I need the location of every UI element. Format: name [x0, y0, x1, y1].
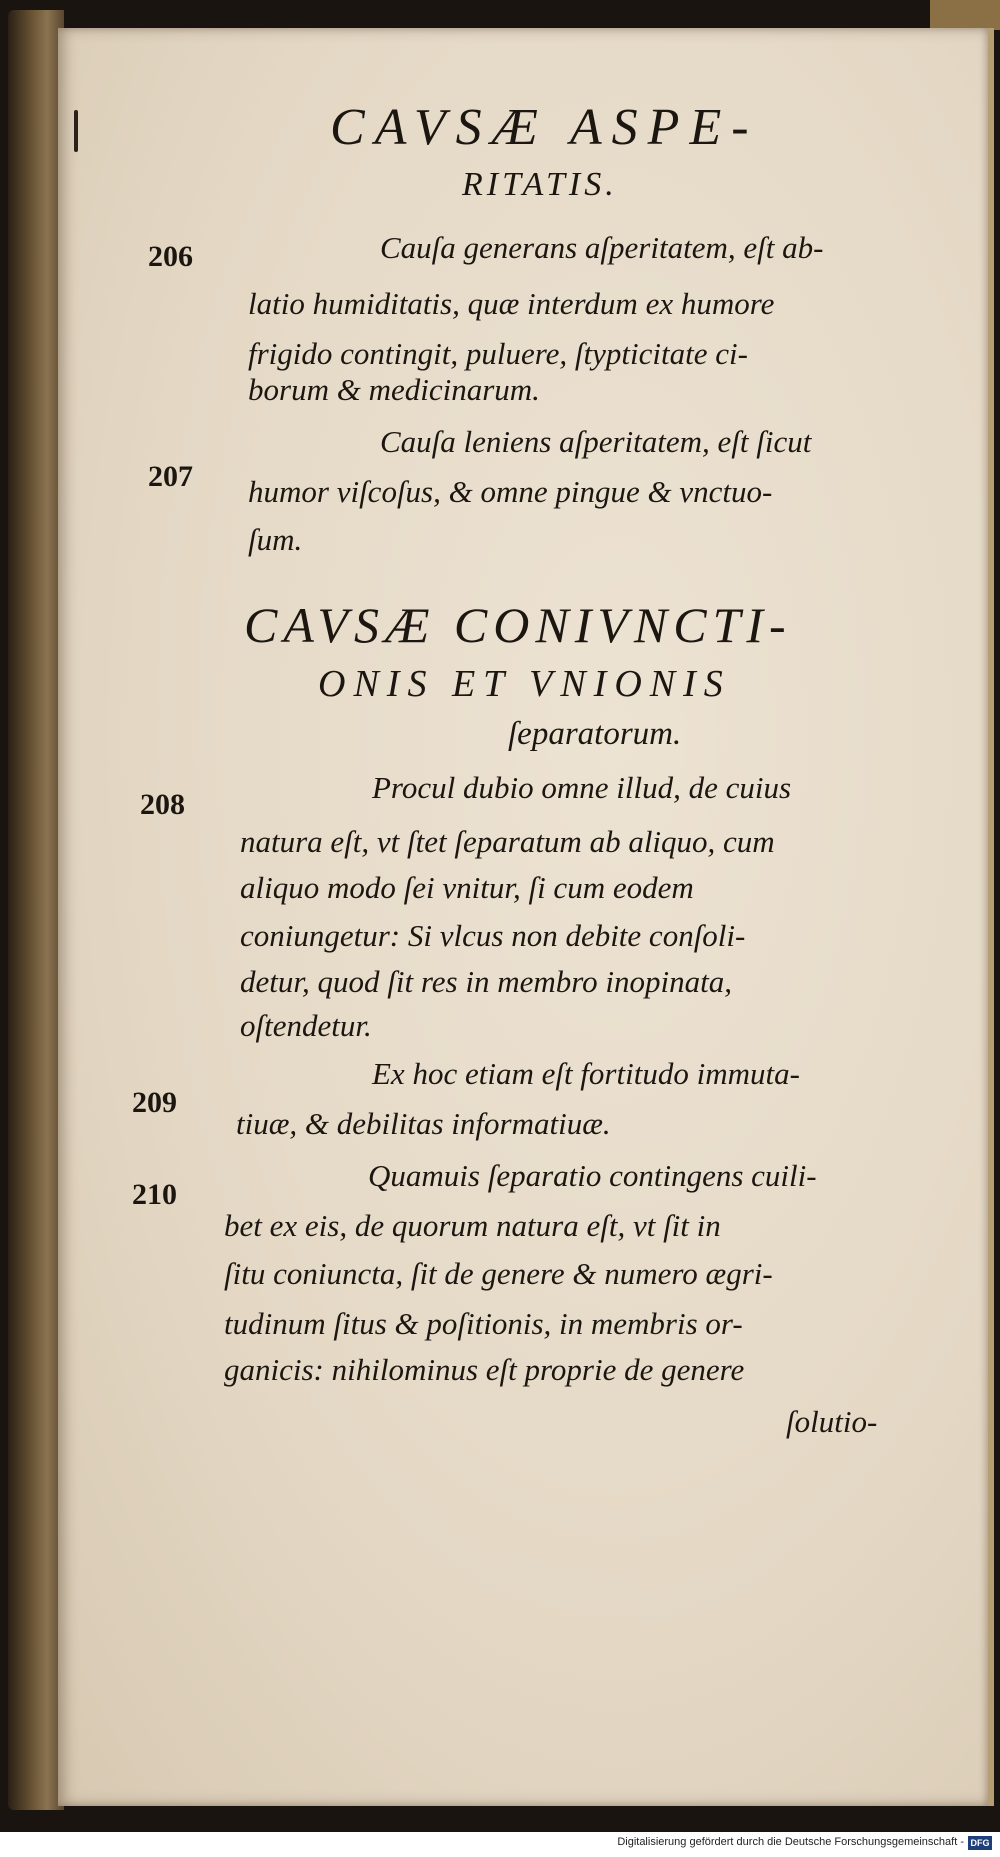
page-edge	[930, 0, 1000, 30]
catchword: ſolutio-	[786, 1404, 878, 1439]
text-line: ſitu coniuncta, ſit de genere & numero ægri-	[224, 1256, 773, 1291]
text-line: humor viſcoſus, & omne pingue & vnctuo-	[248, 474, 773, 509]
section-heading-line2: ONIS ET VNIONIS	[318, 663, 731, 705]
text-line: Quamuis ſeparatio contingens cuili-	[368, 1158, 817, 1193]
text-line: Cauſa generans aſperitatem, eſt ab-	[380, 230, 824, 265]
text-line: frigido contingit, puluere, ſtypticitate ci-	[248, 336, 748, 371]
section-heading-line1: CAVSÆ CONIVNCTI-	[244, 597, 792, 653]
footer-credit: Digitalisierung gefördert durch die Deutsche Forschungsgemeinschaft -	[617, 1836, 964, 1848]
entry-number: 206	[148, 240, 193, 273]
section-heading-line1: CAVSÆ ASPE-	[330, 99, 759, 156]
text-line: Procul dubio omne illud, de cuius	[372, 770, 792, 805]
section-heading-line2: RITATIS.	[462, 166, 618, 203]
margin-mark	[74, 110, 78, 152]
entry-number: 207	[148, 460, 193, 493]
text-line: aliquo modo ſei vnitur, ſi cum eodem	[240, 870, 694, 905]
text-line: natura eſt, vt ſtet ſeparatum ab aliquo, cum	[240, 824, 775, 859]
text-line: borum & medicinarum.	[248, 372, 540, 407]
text-line: tudinum ſitus & poſitionis, in membris or-	[224, 1306, 743, 1341]
entry-number: 208	[140, 788, 185, 821]
text-line: detur, quod ſit res in membro inopinata,	[240, 964, 732, 999]
text-line: bet ex eis, de quorum natura eſt, vt ſit in	[224, 1208, 721, 1243]
page-right-edge	[988, 28, 994, 1806]
text-line: Ex hoc etiam eſt fortitudo immuta-	[372, 1056, 800, 1091]
text-line: ſum.	[248, 522, 303, 557]
section-subheading: ſeparatorum.	[508, 716, 682, 752]
book-binding	[8, 10, 64, 1810]
text-line: ganicis: nihilominus eſt proprie de genere	[224, 1352, 745, 1387]
entry-number: 209	[132, 1086, 177, 1119]
text-line: coniungetur: Si vlcus non debite conſoli-	[240, 918, 746, 953]
text-line: tiuæ, & debilitas informatiuæ.	[236, 1106, 611, 1141]
entry-number: 210	[132, 1178, 177, 1211]
dfg-logo-icon: DFG	[968, 1836, 992, 1850]
text-line: latio humiditatis, quæ interdum ex humore	[248, 286, 775, 321]
text-line: Cauſa leniens aſperitatem, eſt ſicut	[380, 424, 812, 459]
text-line: oſtendetur.	[240, 1008, 372, 1043]
